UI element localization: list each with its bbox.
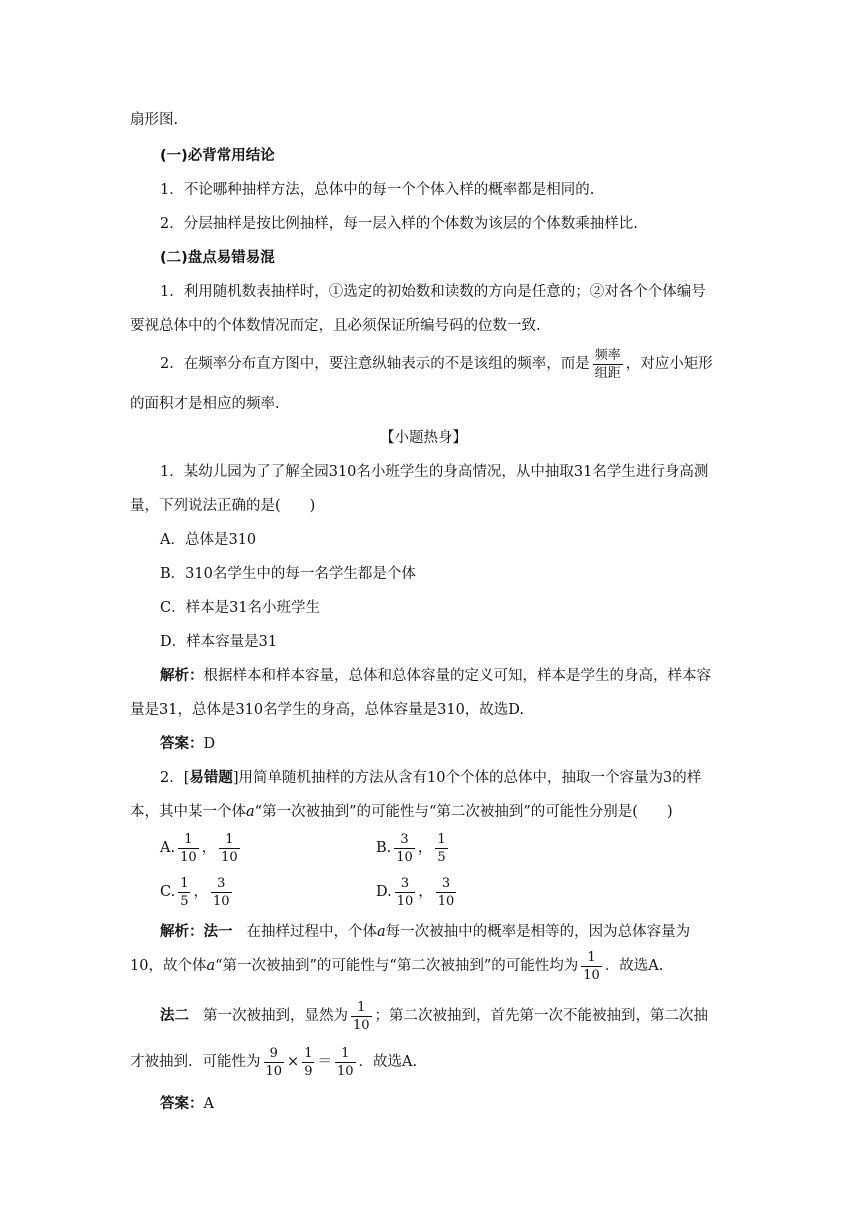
method1-text: 10，故个体 (130, 958, 207, 974)
q2-option-d (376, 874, 459, 910)
fraction (264, 1046, 285, 1079)
q1-analysis-line1 (160, 666, 711, 686)
fraction-denominator: 10 (353, 1017, 370, 1033)
warmup-title: 【小题热身】 (380, 430, 467, 446)
fraction-numerator: 3 (217, 875, 226, 891)
q1-stem-line2: 量，下列说法正确的是( ) (130, 498, 316, 514)
equals-sign: ＝ (317, 1054, 332, 1070)
separator: ， (201, 840, 217, 856)
fraction-denominator: 5 (437, 849, 446, 865)
pitfall-item-1-line2: 要视总体中的个体数情况而定，且必须保证所编号码的位数一致. (130, 318, 541, 334)
fraction-numerator: 1 (180, 875, 189, 891)
separator: ， (417, 840, 433, 856)
fraction-numerator: 1 (341, 1045, 350, 1061)
fraction-numerator: 3 (441, 875, 451, 891)
fraction-numerator: 1 (225, 831, 234, 847)
fraction (436, 876, 457, 909)
fraction-denominator: 10 (180, 849, 197, 865)
fraction (302, 1046, 314, 1079)
method1-text: 在抽样过程中，个体 (246, 924, 377, 940)
fraction-denominator: 组距 (594, 365, 621, 381)
method1-text: 每一次被抽中的概率是相等的，因为总体容量为 (385, 924, 691, 940)
q1-answer (160, 734, 215, 754)
fraction-denominator: 9 (304, 1063, 313, 1079)
q2-analysis-line2 (130, 948, 663, 984)
pitfall-item-2-pre: 2．在频率分布直方图中，要注意纵轴表示的不是该组的频率，而是 (160, 356, 590, 372)
q2-analysis-line1 (160, 922, 690, 942)
fraction-numerator: 1 (304, 1045, 313, 1061)
method2-text: 才被抽到．可能性为 (130, 1054, 261, 1070)
fraction-denominator: 10 (221, 849, 238, 865)
pitfall-item-2-post: ，对应小矩形 (625, 356, 713, 372)
variable-a: a (377, 924, 386, 940)
method2-label: 法二 (160, 1008, 189, 1024)
q2-option-c (160, 874, 235, 910)
method2-text: ．故选A. (358, 1054, 418, 1070)
q2-stem-line2 (130, 802, 673, 822)
error-prone-tag: 易错题 (189, 770, 233, 786)
answer-label: 答案： (160, 1096, 204, 1112)
variable-a: a (246, 804, 255, 820)
fraction (581, 950, 602, 983)
option-label: D. (376, 884, 392, 900)
intro-text: 扇形图. (130, 112, 179, 128)
freq-over-width-fraction (593, 348, 623, 381)
option-label: C. (160, 884, 176, 900)
pitfall-item-2-line2: 的面积才是相应的频率. (130, 396, 280, 412)
fraction-numerator: 9 (269, 1045, 278, 1061)
separator: ， (418, 884, 433, 900)
fraction (178, 832, 199, 865)
q1-analysis-line2: 量是31，总体是310名学生的身高，总体容量是310，故选D. (130, 702, 525, 718)
fraction-denominator: 10 (212, 893, 230, 909)
fraction (211, 876, 232, 909)
q1-option-d: D．样本容量是31 (160, 634, 278, 650)
fraction-numerator: 1 (357, 999, 366, 1015)
fraction (351, 1000, 372, 1033)
conclusion-item-2: 2．分层抽样是按比例抽样，每一层入样的个体数为该层的个体数乘抽样比. (160, 216, 638, 232)
q2-number: 2．[ (160, 770, 190, 786)
option-label: A. (160, 840, 176, 856)
fraction-numerator: 3 (400, 875, 410, 891)
option-label: B. (376, 840, 392, 856)
answer-label: 答案： (160, 736, 204, 752)
fraction-denominator: 10 (265, 1063, 283, 1079)
method1-text: “第一次被抽到”的可能性与“第二次被抽到”的可能性均为 (215, 958, 579, 974)
section-heading-pitfalls: (二)盘点易错易混 (160, 250, 275, 266)
analysis-label: 解析：法一 (160, 924, 233, 940)
q2-stem-line1 (160, 768, 701, 788)
fraction (335, 1046, 356, 1079)
fraction (219, 832, 240, 865)
method2-text: ；第二次被抽到，首先第一次不能被抽到，第二次抽 (374, 1008, 709, 1024)
conclusion-item-1: 1．不论哪种抽样方法，总体中的每一个个体入样的概率都是相同的. (160, 182, 595, 198)
fraction-numerator: 1 (184, 831, 193, 847)
q1-option-b: B．310名学生中的每一名学生都是个体 (160, 566, 416, 582)
fraction (395, 876, 416, 909)
fraction-denominator: 10 (437, 893, 455, 909)
q2-option-b (376, 830, 451, 866)
fraction (178, 876, 190, 909)
fraction (394, 832, 415, 865)
fraction-denominator: 10 (583, 967, 600, 983)
analysis-label: 解析： (160, 668, 204, 684)
q1-option-c: C．样本是31名小班学生 (160, 600, 321, 616)
answer-value: A (203, 1096, 214, 1112)
method1-text: ．故选A. (604, 958, 664, 974)
q2-answer (160, 1094, 214, 1114)
fraction (435, 832, 447, 865)
variable-a: a (206, 958, 216, 974)
q2-stem-part: 本，其中某一个体 (130, 804, 246, 820)
fraction-numerator: 1 (587, 949, 596, 965)
fraction-denominator: 10 (396, 849, 413, 865)
q2-method2-line1 (160, 998, 708, 1034)
fraction-numerator: 频率 (594, 347, 621, 363)
fraction-numerator: 1 (437, 831, 446, 847)
fraction-denominator: 5 (180, 893, 189, 909)
method2-text: 第一次被抽到，显然为 (203, 1008, 348, 1024)
q2-stem-text: ]用简单随机抽样的方法从含有10个个体的总体中，抽取一个容量为3的样 (232, 770, 702, 786)
q2-stem-part: “第一次被抽到”的可能性与“第二次被抽到”的可能性分别是( ) (254, 804, 673, 820)
q2-option-a (160, 830, 243, 866)
answer-value: D (203, 736, 216, 752)
q2-method2-line2 (130, 1044, 417, 1080)
fraction-numerator: 3 (400, 831, 409, 847)
section-heading-conclusions: (一)必背常用结论 (160, 148, 275, 164)
fraction-denominator: 10 (396, 893, 414, 909)
pitfall-item-1-line1: 1．利用随机数表抽样时，①选定的初始数和读数的方向是任意的；②对各个个体编号 (160, 284, 706, 300)
q1-option-a: A．总体是310 (160, 532, 257, 548)
q1-analysis-text: 根据样本和样本容量，总体和总体容量的定义可知，样本是学生的身高，样本容 (203, 668, 711, 684)
pitfall-item-2-line1 (160, 346, 713, 382)
q1-stem-line1: 1．某幼儿园为了了解全园310名小班学生的身高情况，从中抽取31名学生进行身高测 (160, 464, 709, 480)
separator: ， (193, 884, 208, 900)
times-sign: × (287, 1054, 300, 1070)
fraction-denominator: 10 (336, 1063, 354, 1079)
